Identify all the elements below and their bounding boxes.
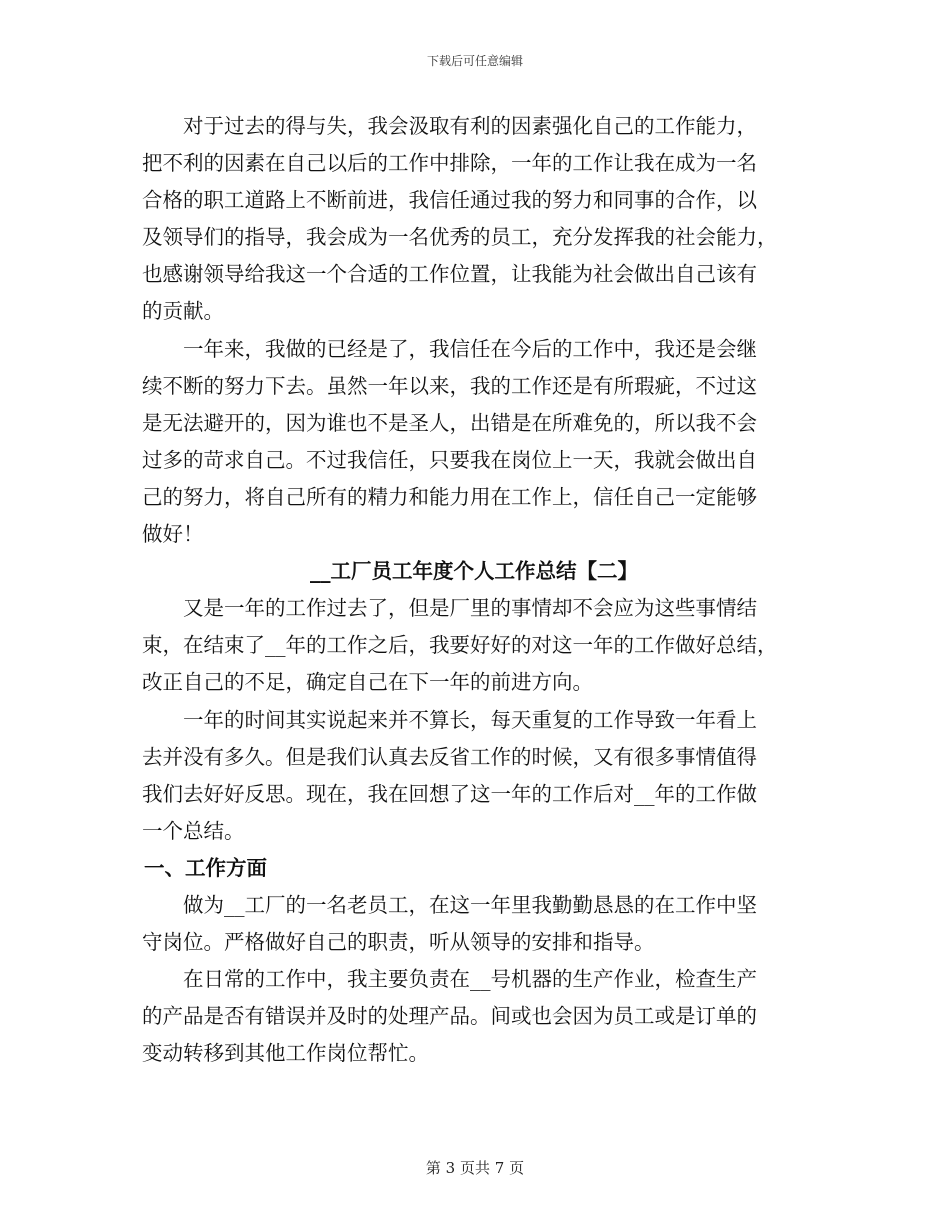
page-header: 下载后可任意编辑 [426, 54, 523, 68]
paragraph-line: 也感谢领导给我这一个合适的工作位置，让我能为社会做出自己该有 [142, 262, 757, 287]
paragraph-line: 变动转移到其他工作岗位帮忙。 [142, 1041, 429, 1066]
paragraph-1 [142, 108, 806, 331]
paragraph-line: 是无法避开的，因为谁也不是圣人，出错是在所难免的，所以我不会 [142, 410, 757, 435]
paragraph-line: 的贡献。 [142, 299, 224, 324]
paragraph-line: 去并没有多久。但是我们认真去反省工作的时候，又有很多事情值得 [142, 744, 757, 769]
paragraph-line: 一年的时间其实说起来并不算长，每天重复的工作导致一年看上 [183, 707, 757, 732]
paragraph-line: 的产品是否有错误并及时的处理产品。间或也会因为员工或是订单的 [142, 1004, 757, 1029]
paragraph-line: 续不断的努力下去。虽然一年以来，我的工作还是有所瑕疵，不过这 [142, 373, 757, 398]
paragraph-line: 做好！ [142, 522, 204, 547]
paragraph-line: 我们去好好反思。现在，我在回想了这一年的工作后对__年的工作做 [142, 781, 757, 806]
paragraph-6 [142, 961, 806, 1072]
paragraph-line: 及领导们的指导，我会成为一名优秀的员工，充分发挥我的社会能力， [142, 225, 778, 250]
paragraph-line: 守岗位。严格做好自己的职责，听从领导的安排和指导。 [142, 930, 655, 955]
paragraph-4 [142, 702, 806, 850]
page-number: 第 3 页共 7 页 [425, 1159, 525, 1177]
section-title: __工厂员工年度个人工作总结【二】 [310, 559, 638, 584]
paragraph-line: 做为__工厂的一名老员工，在这一年里我勤勤恳恳的在工作中坚 [183, 892, 757, 917]
document-body [142, 108, 806, 1072]
paragraph-line: 在日常的工作中，我主要负责在__号机器的生产作业，检查生产 [183, 967, 757, 992]
paragraph-line: 束，在结束了__年的工作之后，我要好好的对这一年的工作做好总结， [142, 633, 778, 658]
subsection-heading: 一、工作方面 [144, 855, 267, 880]
paragraph-line: 对于过去的得与失，我会汲取有利的因素强化自己的工作能力， [183, 114, 757, 138]
paragraph-5 [142, 887, 806, 961]
paragraph-line: 把不利的因素在自己以后的工作中排除，一年的工作让我在成为一名 [142, 151, 757, 176]
paragraph-3 [142, 590, 806, 701]
paragraph-line: 一个总结。 [142, 818, 245, 843]
paragraph-line: 己的努力，将自己所有的精力和能力用在工作上，信任自己一定能够 [142, 484, 757, 509]
paragraph-line: 合格的职工道路上不断前进，我信任通过我的努力和同事的合作，以 [142, 188, 757, 213]
paragraph-2 [142, 331, 806, 554]
paragraph-line: 又是一年的工作过去了，但是厂里的事情却不会应为这些事情结 [183, 596, 757, 621]
paragraph-line: 过多的苛求自己。不过我信任，只要我在岗位上一天，我就会做出自 [142, 447, 757, 472]
paragraph-line: 一年来，我做的已经是了，我信任在今后的工作中，我还是会继 [183, 336, 757, 361]
paragraph-line: 改正自己的不足，确定自己在下一年的前进方向。 [142, 670, 593, 695]
